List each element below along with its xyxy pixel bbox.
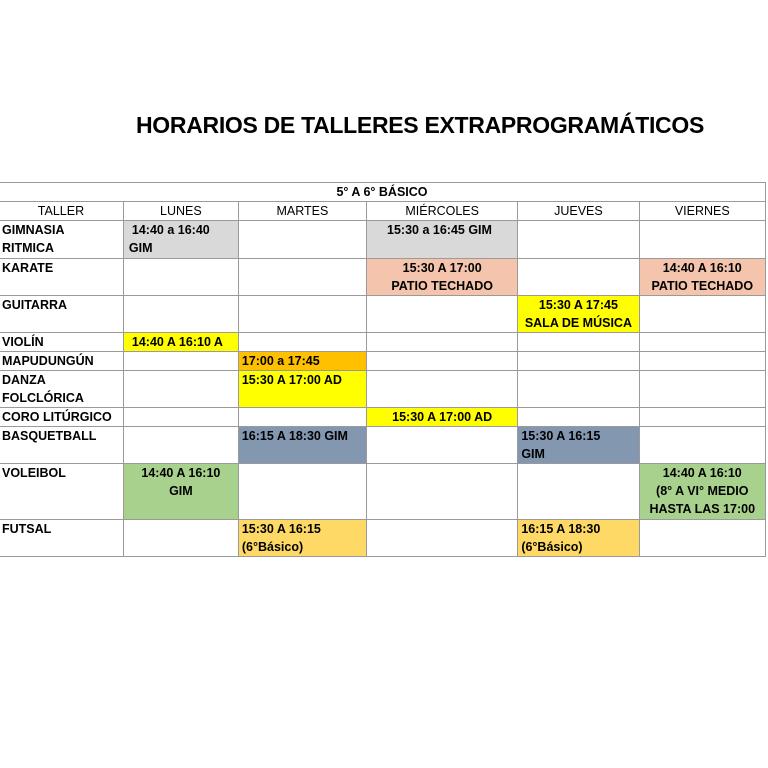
- schedule-cell-miercoles: 15:30 A 17:00 AD: [367, 408, 518, 427]
- schedule-cell-miercoles: [367, 427, 518, 464]
- schedule-cell-lunes: [123, 371, 238, 408]
- schedule-cell-martes: 16:15 A 18:30 GIM: [238, 427, 366, 464]
- schedule-cell-jueves: 15:30 A 17:45 SALA DE MÚSICA: [518, 296, 639, 333]
- schedule-cell-viernes: [639, 427, 765, 464]
- taller-name: BASQUETBALL: [0, 427, 123, 464]
- schedule-cell-martes: 17:00 a 17:45: [238, 352, 366, 371]
- taller-name: GUITARRA: [0, 296, 123, 333]
- schedule-cell-viernes: 14:40 A 16:10 PATIO TECHADO: [639, 259, 765, 296]
- schedule-cell-martes: [238, 408, 366, 427]
- schedule-cell-lunes: [123, 352, 238, 371]
- schedule-cell-miercoles: [367, 333, 518, 352]
- schedule-cell-viernes: [639, 221, 765, 259]
- schedule-cell-jueves: [518, 352, 639, 371]
- schedule-cell-viernes: [639, 371, 765, 408]
- taller-name: MAPUDUNGÚN: [0, 352, 123, 371]
- schedule-cell-lunes: [123, 408, 238, 427]
- schedule-cell-viernes: [639, 408, 765, 427]
- schedule-cell-miercoles: [367, 371, 518, 408]
- column-header-miercoles: MIÉRCOLES: [367, 202, 518, 221]
- schedule-cell-miercoles: [367, 520, 518, 557]
- table-row: [0, 333, 766, 352]
- column-header-martes: MARTES: [238, 202, 366, 221]
- taller-name: FUTSAL: [0, 520, 123, 557]
- schedule-cell-jueves: 16:15 A 18:30 (6°Básico): [518, 520, 639, 557]
- schedule-cell-viernes: 14:40 A 16:10 (8° A VI° MEDIO HASTA LAS 17:00: [639, 464, 765, 520]
- table-row: [0, 296, 766, 333]
- schedule-cell-jueves: 15:30 A 16:15 GIM: [518, 427, 639, 464]
- table-row: [0, 221, 766, 259]
- table-row: [0, 371, 766, 408]
- schedule-cell-miercoles: 15:30 a 16:45 GIM: [367, 221, 518, 259]
- schedule-cell-martes: 15:30 A 16:15 (6°Básico): [238, 520, 366, 557]
- taller-name: KARATE: [0, 259, 123, 296]
- schedule-cell-lunes: [123, 296, 238, 333]
- column-header-lunes: LUNES: [123, 202, 238, 221]
- level-header: 5° A 6° BÁSICO: [0, 183, 766, 202]
- schedule-cell-martes: [238, 296, 366, 333]
- schedule-cell-lunes: 14:40 a 16:40 GIM: [123, 221, 238, 259]
- schedule-cell-miercoles: [367, 296, 518, 333]
- schedule-cell-jueves: [518, 408, 639, 427]
- table-row: [0, 259, 766, 296]
- schedule-cell-lunes: 14:40 A 16:10 GIM: [123, 464, 238, 520]
- schedule-cell-jueves: [518, 464, 639, 520]
- schedule-cell-martes: [238, 333, 366, 352]
- column-header-jueves: JUEVES: [518, 202, 639, 221]
- schedule-cell-viernes: [639, 296, 765, 333]
- schedule-cell-viernes: [639, 520, 765, 557]
- taller-name: DANZA FOLCLÓRICA: [0, 371, 123, 408]
- page-title: HORARIOS DE TALLERES EXTRAPROGRAMÁTICOS: [135, 112, 704, 138]
- schedule-cell-jueves: [518, 371, 639, 408]
- table-row: [0, 520, 766, 557]
- schedule-cell-miercoles: 15:30 A 17:00 PATIO TECHADO: [367, 259, 518, 296]
- schedule-cell-jueves: [518, 333, 639, 352]
- taller-name: CORO LITÚRGICO: [0, 408, 123, 427]
- schedule-cell-martes: 15:30 A 17:00 AD: [238, 371, 366, 408]
- table-row: [0, 464, 766, 520]
- column-header-taller: TALLER: [0, 202, 123, 221]
- taller-name: GIMNASIA RITMICA: [0, 221, 123, 259]
- schedule-cell-miercoles: [367, 352, 518, 371]
- schedule-cell-viernes: [639, 352, 765, 371]
- table-row: [0, 408, 766, 427]
- schedule-cell-lunes: 14:40 A 16:10 A: [123, 333, 238, 352]
- taller-name: VOLEIBOL: [0, 464, 123, 520]
- table-row: [0, 427, 766, 464]
- schedule-cell-jueves: [518, 259, 639, 296]
- column-header-viernes: VIERNES: [639, 202, 765, 221]
- schedule-cell-lunes: [123, 259, 238, 296]
- table-row: [0, 352, 766, 371]
- level-header-row: [0, 183, 766, 202]
- schedule-cell-viernes: [639, 333, 765, 352]
- schedule-cell-martes: [238, 259, 366, 296]
- schedule-cell-lunes: [123, 427, 238, 464]
- schedule-cell-lunes: [123, 520, 238, 557]
- taller-name: VIOLÍN: [0, 333, 123, 352]
- schedule-cell-martes: [238, 221, 366, 259]
- column-header-row: [0, 202, 766, 221]
- schedule-cell-martes: [238, 464, 366, 520]
- schedule-cell-miercoles: [367, 464, 518, 520]
- schedule-cell-jueves: [518, 221, 639, 259]
- schedule-table: [0, 182, 766, 557]
